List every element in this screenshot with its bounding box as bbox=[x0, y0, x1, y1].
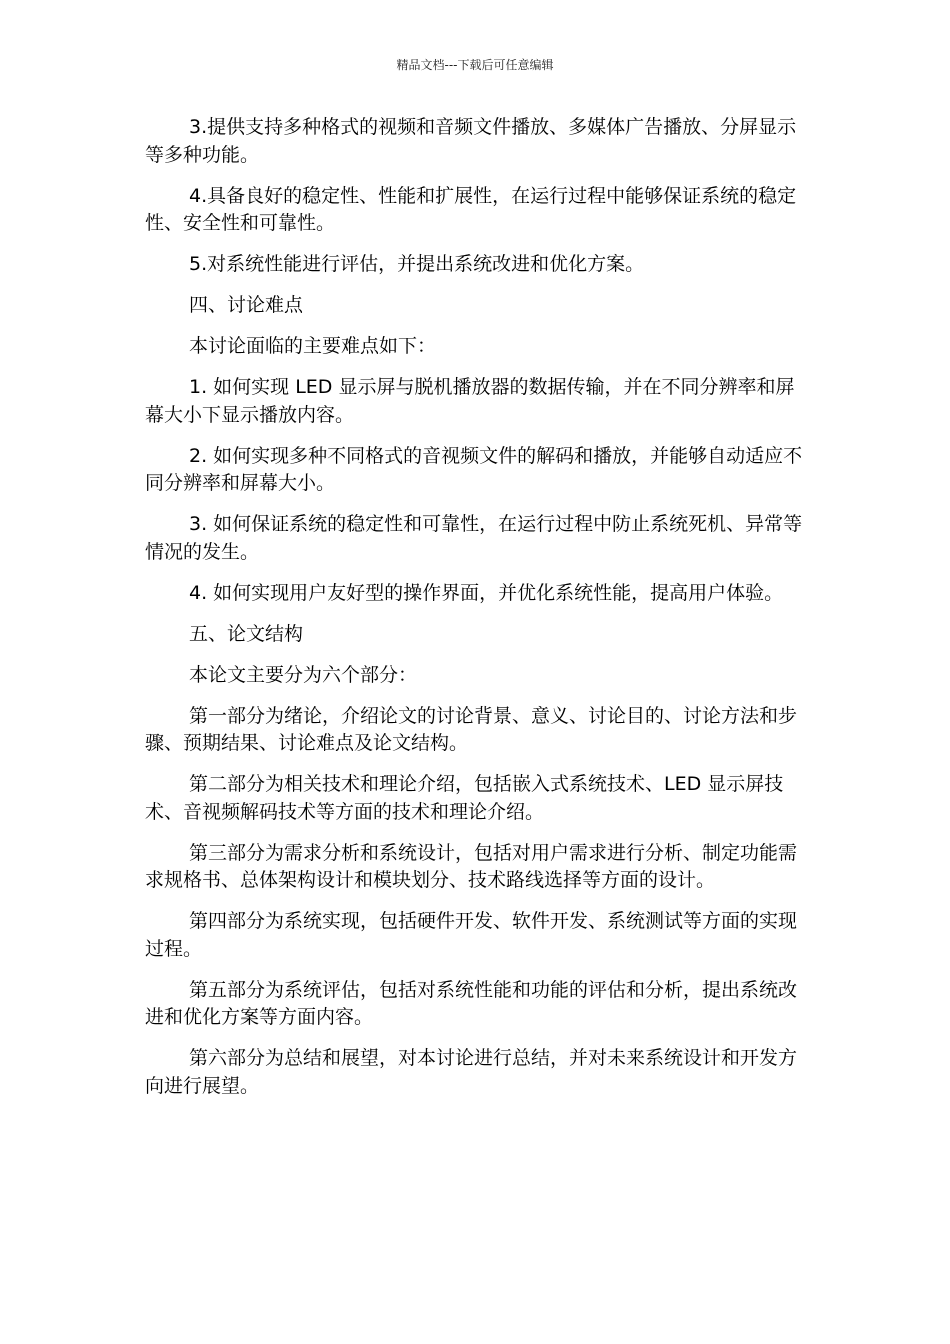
paragraph-structure-intro: 本论文主要分为六个部分： bbox=[189, 663, 418, 686]
paragraph-requirement-3: 3.提供支持多种格式的视频和音频文件播放、多媒体广告播放、分屏显示等多种功能。 bbox=[145, 116, 797, 166]
paragraph-part-5: 第五部分为系统评估，包括对系统性能和功能的评估和分析，提出系统改进和优化方案等方面内容。 bbox=[145, 978, 798, 1028]
paragraph-difficulties-intro: 本讨论面临的主要难点如下： bbox=[189, 335, 437, 357]
paragraph-difficulty-1: 1. 如何实现 LED 显示屏与脱机播放器的数据传输，并在不同分辨率和屏幕大小下显示播放内容。 bbox=[145, 376, 795, 426]
paragraph-part-2: 第二部分为相关技术和理论介绍，包括嵌入式系统技术、LED 显示屏技术、音视频解码技术等方面的技术和理论介绍。 bbox=[145, 773, 784, 823]
paragraph-requirement-5: 5.对系统性能进行评估，并提出系统改进和优化方案。 bbox=[189, 253, 645, 275]
paragraph-difficulty-4: 4. 如何实现用户友好型的操作界面，并优化系统性能，提高用户体验。 bbox=[189, 581, 784, 604]
paragraph-part-3: 第三部分为需求分析和系统设计，包括对用户需求进行分析、制定功能需求规格书、总体架构设计和模块划分、技术路线选择等方面的设计。 bbox=[145, 841, 798, 891]
paragraph-difficulty-2: 2. 如何实现多种不同格式的音视频文件的解码和播放，并能够自动适应不同分辨率和屏幕大小。 bbox=[145, 444, 803, 494]
section-heading-structure: 五、论文结构 bbox=[189, 622, 304, 645]
paragraph-part-1: 第一部分为绪论，介绍论文的讨论背景、意义、讨论目的、讨论方法和步骤、预期结果、讨论难点及论文结构。 bbox=[145, 704, 798, 754]
page-header: 精品文档---下载后可任意编辑 bbox=[396, 58, 554, 72]
section-heading-difficulties: 四、讨论难点 bbox=[189, 294, 304, 316]
paragraph-requirement-4: 4.具备良好的稳定性、性能和扩展性，在运行过程中能够保证系统的稳定性、安全性和可靠性。 bbox=[145, 184, 797, 234]
paragraph-part-6: 第六部分为总结和展望，对本讨论进行总结，并对未来系统设计和开发方向进行展望。 bbox=[145, 1047, 798, 1097]
document-body bbox=[145, 114, 809, 1114]
paragraph-part-4: 第四部分为系统实现，包括硬件开发、软件开发、系统测试等方面的实现过程。 bbox=[145, 910, 798, 960]
paragraph-difficulty-3: 3. 如何保证系统的稳定性和可靠性，在运行过程中防止系统死机、异常等情况的发生。 bbox=[145, 513, 803, 563]
